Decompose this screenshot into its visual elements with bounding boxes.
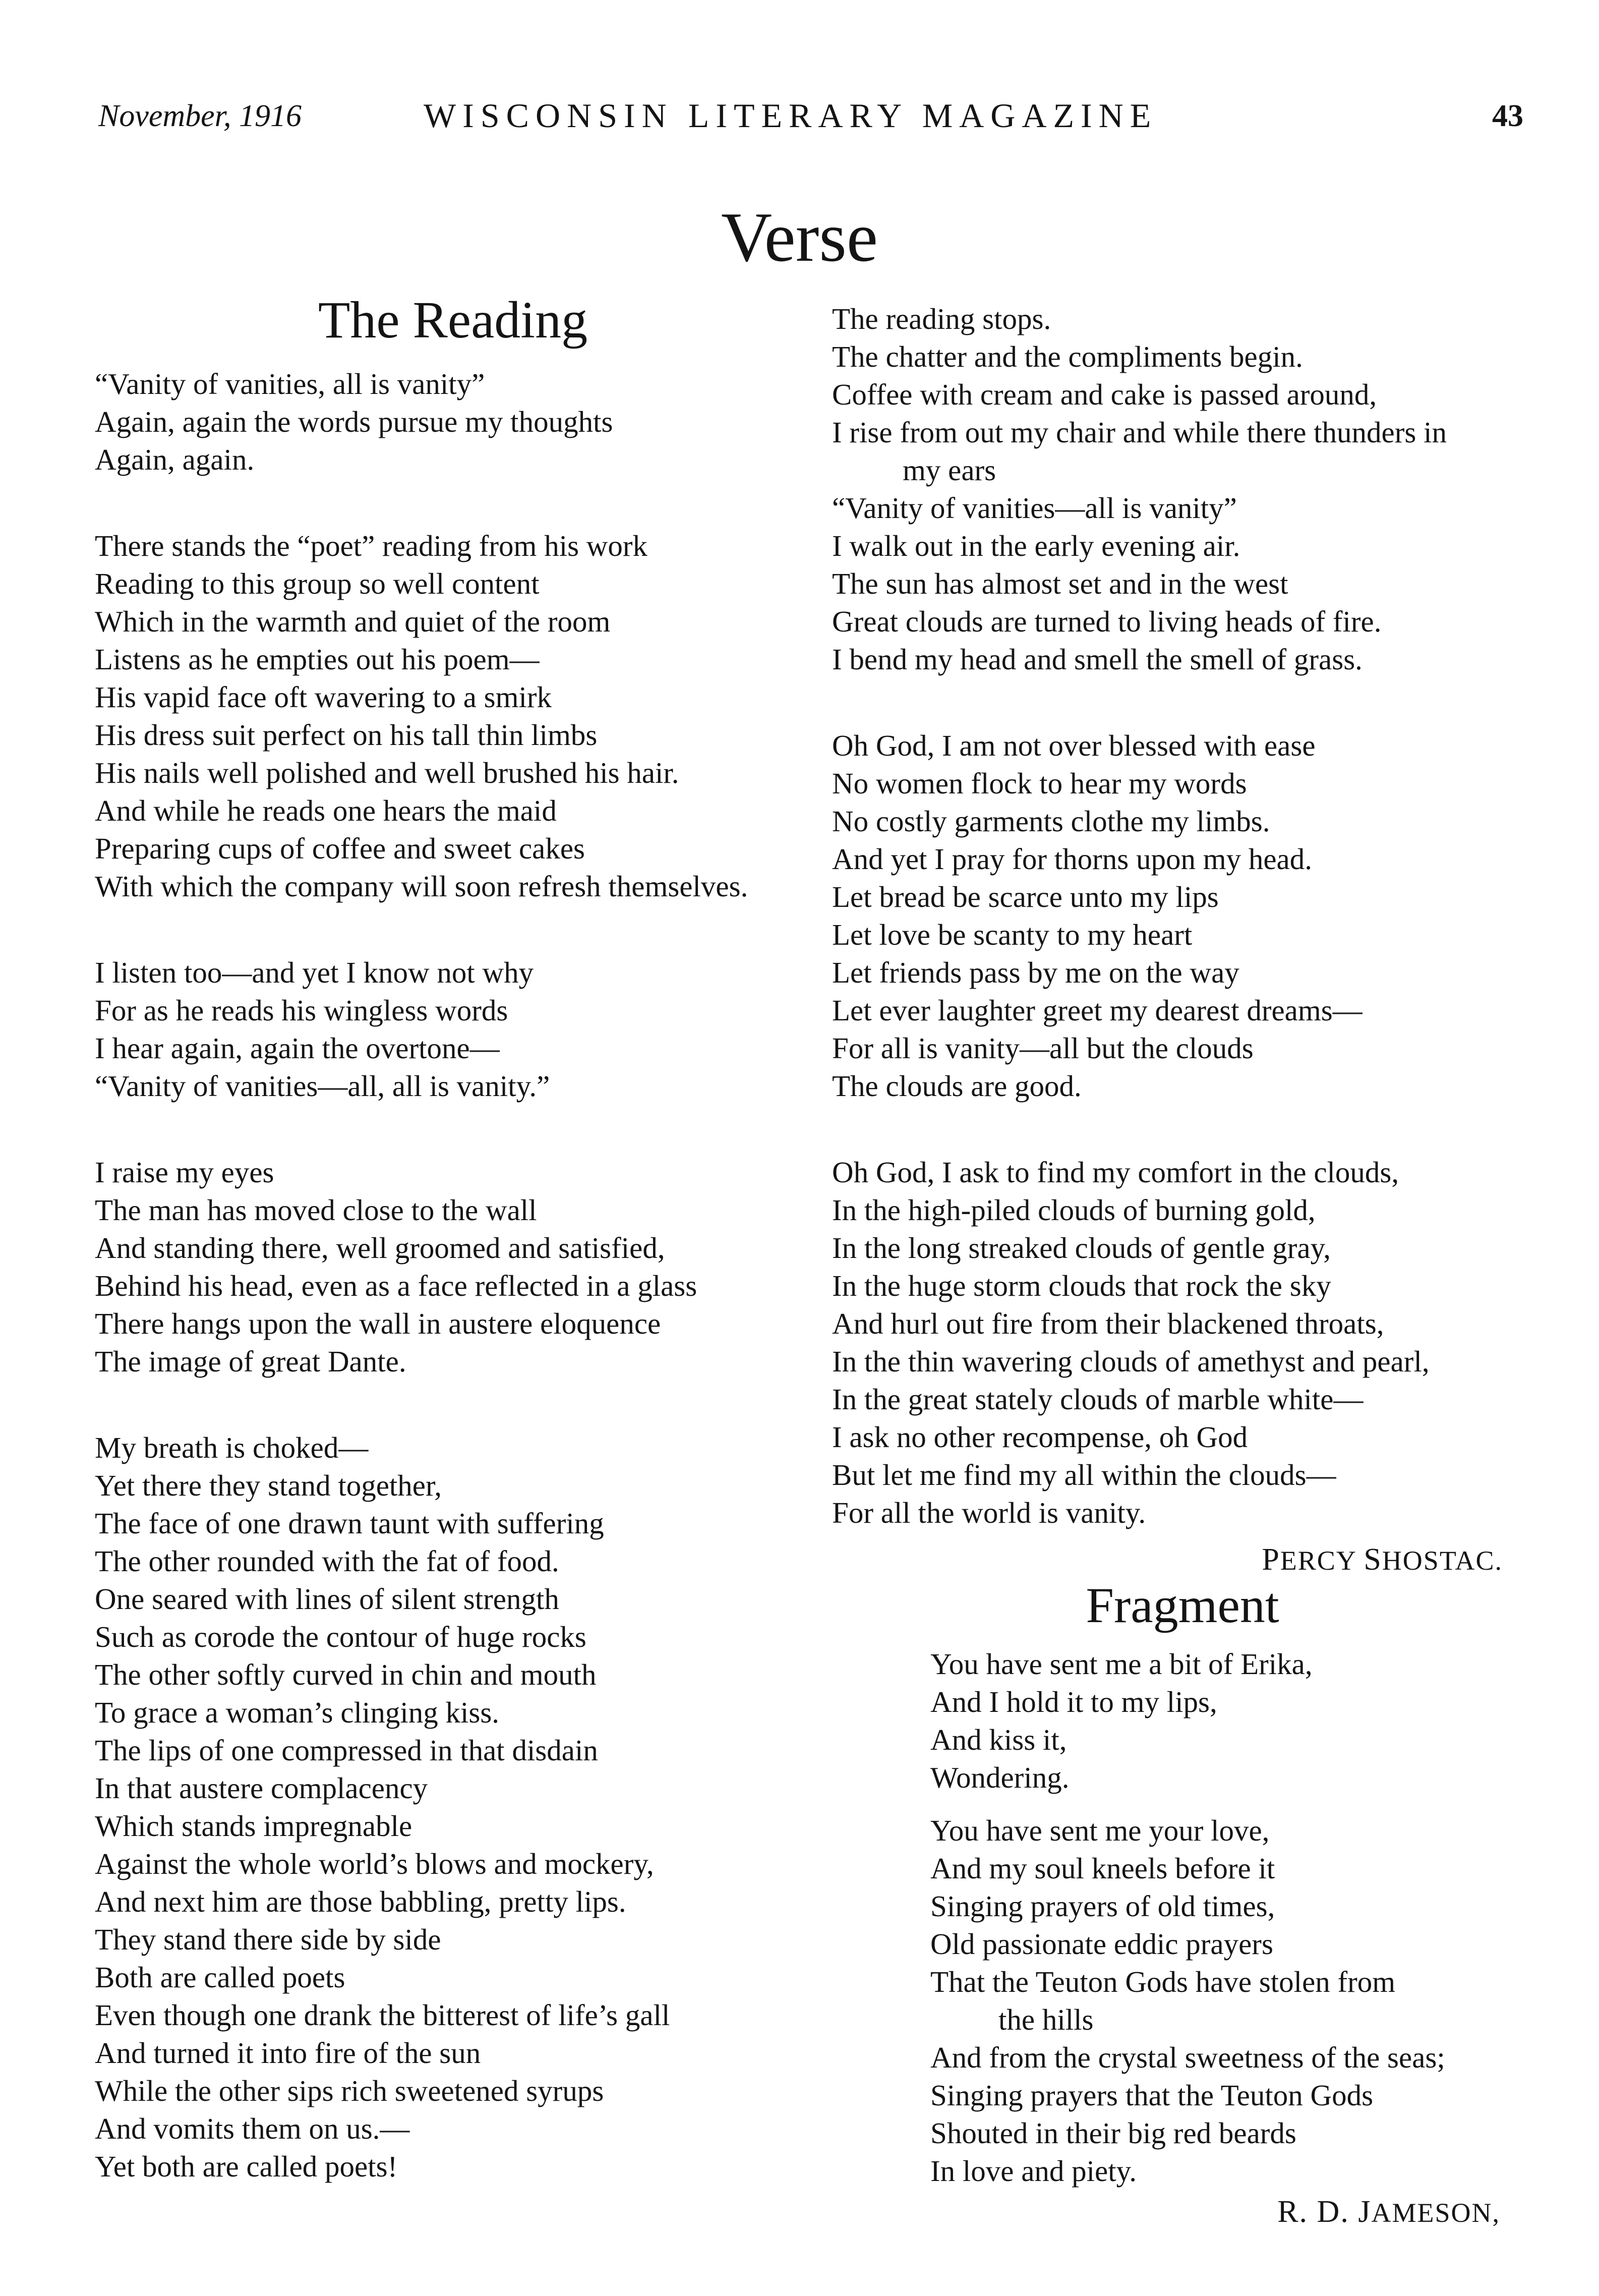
poem-line: The lips of one compressed in that disdain: [95, 1734, 598, 1767]
poem-line: His dress suit perfect on his tall thin limbs: [95, 718, 598, 752]
poem-line: With which the company will soon refresh themselves.: [95, 870, 748, 903]
poem-line: Wondering.: [930, 1761, 1070, 1794]
poem-line: Yet there they stand together,: [95, 1469, 442, 1502]
poem-line: Shouted in their big red beards: [930, 2116, 1296, 2150]
poem-line: Singing prayers that the Teuton Gods: [930, 2079, 1374, 2112]
poem-line: And standing there, well groomed and satisfied,: [95, 1231, 665, 1265]
poem-line: For all is vanity—all but the clouds: [832, 1031, 1254, 1065]
poem-line: The image of great Dante.: [95, 1345, 406, 1378]
poem-line: Oh God, I am not over blessed with ease: [832, 729, 1316, 762]
poem-line: Singing prayers of old times,: [930, 1889, 1275, 1923]
poem-line: To grace a woman’s clinging kiss.: [95, 1696, 500, 1729]
poem-line: In that austere complacency: [95, 1771, 428, 1805]
poem-line: Coffee with cream and cake is passed around,: [832, 378, 1377, 411]
poem-reading-right-column: [832, 300, 1548, 1578]
stanza: [95, 365, 811, 479]
poem-line: My breath is choked—: [95, 1431, 369, 1464]
poem-line: Such as corode the contour of huge rocks: [95, 1620, 586, 1653]
poem-line: The sun has almost set and in the west: [832, 567, 1288, 600]
poem-line: Yet both are called poets!: [95, 2150, 398, 2183]
author-byline-rd-jameson: R. D. JAMESON,: [1277, 2195, 1500, 2229]
poem-line: Great clouds are turned to living heads of fire.: [832, 605, 1382, 638]
poem-line: Even though one drank the bitterest of life’s gall: [95, 1998, 670, 2032]
stanza: [832, 1154, 1548, 1532]
poem-line: In the thin wavering clouds of amethyst and pearl,: [832, 1345, 1430, 1378]
poem-line: The other softly curved in chin and mouth: [95, 1658, 597, 1691]
stanza: [95, 954, 811, 1105]
stanza: [930, 1645, 1561, 1797]
poem-line: I bend my head and smell the smell of grass.: [832, 643, 1363, 676]
poem-line: And I hold it to my lips,: [930, 1685, 1217, 1718]
poem-line: Against the whole world’s blows and mockery,: [95, 1847, 654, 1880]
poem-line: In the great stately clouds of marble white—: [832, 1383, 1364, 1416]
poem-line: And my soul kneels before it: [930, 1852, 1275, 1885]
poem-line: The chatter and the compliments begin.: [832, 340, 1303, 373]
poem-line: Preparing cups of coffee and sweet cakes: [95, 832, 585, 865]
poem-line: my ears: [903, 453, 996, 487]
poem-line: The reading stops.: [832, 302, 1051, 335]
poem-line: Reading to this group so well content: [95, 567, 540, 600]
poem-line: Which in the warmth and quiet of the room: [95, 605, 611, 638]
issue-date: November, 1916: [98, 99, 302, 133]
poem-title-the-reading: The Reading: [318, 291, 588, 349]
stanza: [95, 527, 811, 905]
poem-line: Listens as he empties out his poem—: [95, 643, 540, 676]
poem-line: And next him are those babbling, pretty lips.: [95, 1885, 626, 1918]
poem-line: And yet I pray for thorns upon my head.: [832, 842, 1312, 876]
poem-line: And kiss it,: [930, 1723, 1067, 1756]
poem-line: “Vanity of vanities, all is vanity”: [95, 367, 485, 400]
stanza: [832, 300, 1548, 678]
poem-line: Old passionate eddic prayers: [930, 1927, 1273, 1961]
poem-line: One seared with lines of silent strength: [95, 1582, 559, 1616]
poem-line: I hear again, again the overtone—: [95, 1031, 500, 1065]
poem-line: His nails well polished and well brushed his hair.: [95, 756, 679, 789]
poem-line: Let bread be scarce unto my lips: [832, 880, 1219, 913]
stanza: [95, 1154, 811, 1381]
poem-line: For as he reads his wingless words: [95, 994, 508, 1027]
poem-line: The other rounded with the fat of food.: [95, 1544, 559, 1578]
poem-line: Oh God, I ask to find my comfort in the clouds,: [832, 1156, 1399, 1189]
poem-line: No costly garments clothe my limbs.: [832, 805, 1270, 838]
poem-line: No women flock to hear my words: [832, 767, 1247, 800]
poem-line: But let me find my all within the clouds—: [832, 1458, 1336, 1491]
poem-line: I listen too—and yet I know not why: [95, 956, 534, 989]
magazine-title: WISCONSIN LITERARY MAGAZINE: [424, 96, 1158, 135]
poem-line: the hills: [998, 2003, 1094, 2036]
poem-line: Again, again.: [95, 443, 255, 476]
poem-line: And from the crystal sweetness of the seas;: [930, 2041, 1445, 2074]
author-byline-percy-shostac: PERCY SHOSTAC.: [1262, 1542, 1503, 1577]
poem-title-fragment: Fragment: [1086, 1577, 1279, 1633]
poem-line: Both are called poets: [95, 1961, 345, 1994]
poem-line: And hurl out fire from their blackened throats,: [832, 1307, 1384, 1340]
poem-line: They stand there side by side: [95, 1923, 441, 1956]
poem-line: The face of one drawn taunt with suffering: [95, 1507, 604, 1540]
stanza: [95, 1429, 811, 2186]
stanza: [930, 1812, 1561, 2190]
page-number: 43: [1492, 99, 1523, 133]
poem-line: You have sent me your love,: [930, 1814, 1270, 1847]
poem-line: I ask no other recompense, oh God: [832, 1420, 1248, 1454]
poem-reading-left-column: [95, 291, 811, 2234]
poem-line: There stands the “poet” reading from his work: [95, 529, 648, 562]
section-title: Verse: [721, 198, 878, 276]
stanza: [832, 727, 1548, 1105]
poem-line: “Vanity of vanities—all, all is vanity.”: [95, 1069, 550, 1103]
poem-line: Again, again the words pursue my thoughts: [95, 405, 613, 438]
poem-line: Let love be scanty to my heart: [832, 918, 1193, 951]
poem-line: The man has moved close to the wall: [95, 1193, 537, 1227]
poem-line: “Vanity of vanities—all is vanity”: [832, 491, 1237, 525]
poem-line: In love and piety.: [930, 2154, 1137, 2188]
poem-line: In the long streaked clouds of gentle gray,: [832, 1231, 1331, 1265]
poem-fragment: [930, 1577, 1561, 2230]
poem-line: In the huge storm clouds that rock the sky: [832, 1269, 1331, 1302]
poem-line: For all the world is vanity.: [832, 1496, 1146, 1529]
poem-line: I rise from out my chair and while there thunders in: [832, 416, 1447, 449]
poem-line: Let friends pass by me on the way: [832, 956, 1239, 989]
poem-line: I walk out in the early evening air.: [832, 529, 1240, 562]
poem-line: Behind his head, even as a face reflected in a glass: [95, 1269, 697, 1302]
poem-line: That the Teuton Gods have stolen from: [930, 1965, 1396, 1998]
poem-line: And turned it into fire of the sun: [95, 2036, 481, 2070]
poem-line: You have sent me a bit of Erika,: [930, 1647, 1313, 1681]
poem-line: And vomits them on us.—: [95, 2112, 410, 2145]
poem-line: Let ever laughter greet my dearest dreams—: [832, 994, 1363, 1027]
poem-line: I raise my eyes: [95, 1156, 274, 1189]
poem-line: The clouds are good.: [832, 1069, 1082, 1103]
poem-line: And while he reads one hears the maid: [95, 794, 557, 827]
poem-line: There hangs upon the wall in austere eloquence: [95, 1307, 661, 1340]
poem-line: While the other sips rich sweetened syrups: [95, 2074, 604, 2107]
poem-line: In the high-piled clouds of burning gold,: [832, 1193, 1316, 1227]
poem-line: His vapid face oft wavering to a smirk: [95, 680, 552, 714]
poem-line: Which stands impregnable: [95, 1809, 412, 1843]
